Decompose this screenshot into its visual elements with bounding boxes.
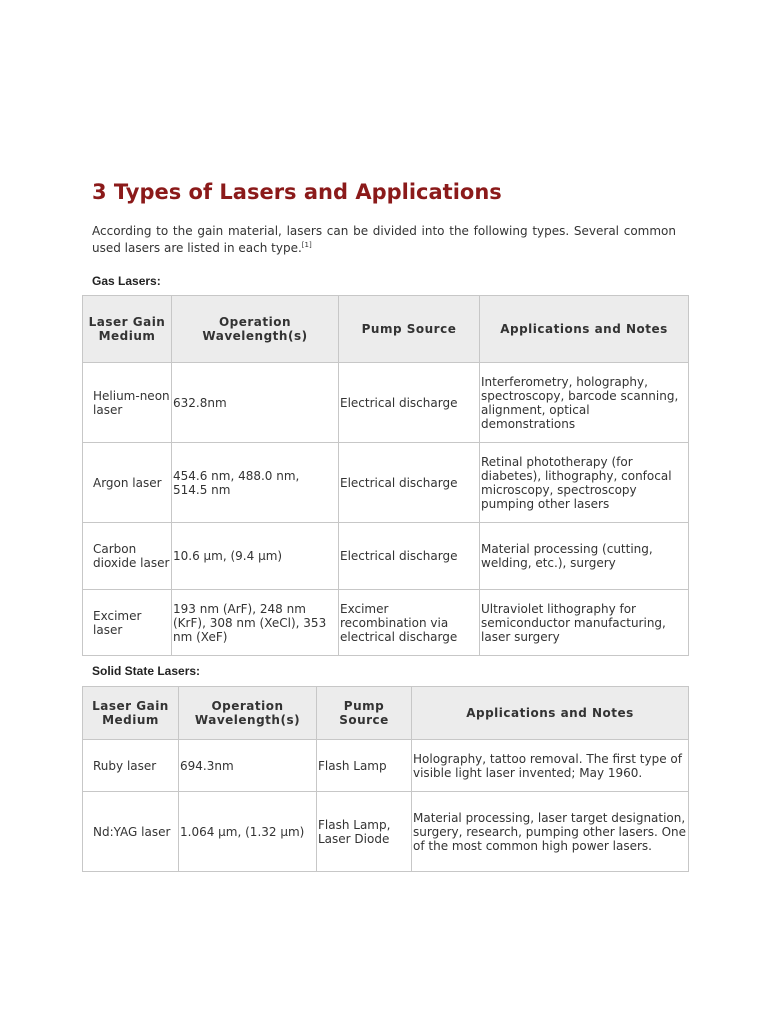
- column-header: Applications and Notes: [480, 296, 689, 363]
- intro-paragraph: [92, 223, 676, 257]
- table-cell: Material processing, laser target designation, surgery, research, pumping other lasers. One of the most common high power lasers.: [412, 792, 689, 872]
- column-header: Applications and Notes: [412, 687, 689, 740]
- table-cell: Electrical discharge: [339, 443, 480, 523]
- column-header: Operation Wavelength(s): [179, 687, 317, 740]
- table-cell: Electrical discharge: [339, 363, 480, 443]
- column-header: Operation Wavelength(s): [172, 296, 339, 363]
- solid-state-lasers-table: [82, 686, 689, 872]
- gas-lasers-table: [82, 295, 689, 656]
- table-row: [83, 740, 689, 792]
- table-cell: 632.8nm: [172, 363, 339, 443]
- table-cell: Holography, tattoo removal. The first type of visible light laser invented; May 1960.: [412, 740, 689, 792]
- table-cell: 694.3nm: [179, 740, 317, 792]
- column-header: Pump Source: [317, 687, 412, 740]
- intro-text: According to the gain material, lasers can be divided into the following types. Several common used lasers are listed in each type.: [92, 224, 676, 255]
- table-cell: Nd:YAG laser: [83, 792, 179, 872]
- table-row: [83, 792, 689, 872]
- table-row: [83, 590, 689, 656]
- table-cell: Electrical discharge: [339, 523, 480, 590]
- table-cell: Carbon dioxide laser: [83, 523, 172, 590]
- solid-state-lasers-heading: Solid State Lasers:: [92, 664, 201, 678]
- table-cell: Helium-neon laser: [83, 363, 172, 443]
- table-cell: 10.6 µm, (9.4 µm): [172, 523, 339, 590]
- table-cell: Excimer recombination via electrical discharge: [339, 590, 480, 656]
- table-cell: 1.064 µm, (1.32 µm): [179, 792, 317, 872]
- table-cell: Material processing (cutting, welding, etc.), surgery: [480, 523, 689, 590]
- table-cell: Argon laser: [83, 443, 172, 523]
- table-cell: Excimer laser: [83, 590, 172, 656]
- column-header: Laser Gain Medium: [83, 296, 172, 363]
- column-header: Laser Gain Medium: [83, 687, 179, 740]
- table-header-row: [83, 296, 689, 363]
- table-cell: Ultraviolet lithography for semiconductor manufacturing, laser surgery: [480, 590, 689, 656]
- table-row: [83, 523, 689, 590]
- table-cell: Ruby laser: [83, 740, 179, 792]
- table-cell: Flash Lamp: [317, 740, 412, 792]
- table-cell: 193 nm (ArF), 248 nm (KrF), 308 nm (XeCl), 353 nm (XeF): [172, 590, 339, 656]
- table-header-row: [83, 687, 689, 740]
- table-cell: Flash Lamp, Laser Diode: [317, 792, 412, 872]
- reference-link[interactable]: [1]: [301, 241, 312, 249]
- table-row: [83, 363, 689, 443]
- gas-lasers-heading: Gas Lasers:: [92, 274, 161, 288]
- page-title: 3 Types of Lasers and Applications: [92, 180, 502, 204]
- table-cell: Retinal phototherapy (for diabetes), lithography, confocal microscopy, spectroscopy pumping other lasers: [480, 443, 689, 523]
- column-header: Pump Source: [339, 296, 480, 363]
- table-cell: 454.6 nm, 488.0 nm, 514.5 nm: [172, 443, 339, 523]
- table-cell: Interferometry, holography, spectroscopy, barcode scanning, alignment, optical demonstrations: [480, 363, 689, 443]
- table-row: [83, 443, 689, 523]
